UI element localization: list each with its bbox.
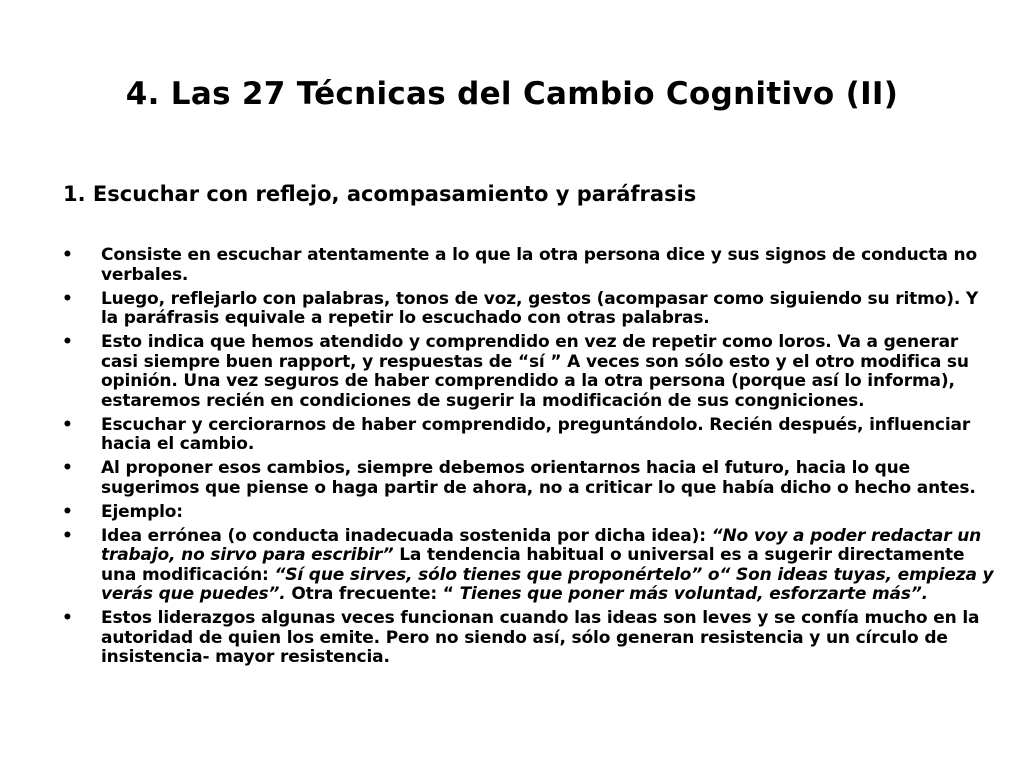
bullet-item bbox=[0, 416, 1024, 455]
bullet-icon: • bbox=[62, 288, 73, 309]
bullet-text: Al proponer esos cambios, siempre debemos orientarnos hacia el futuro, hacia lo que sugerimos que piense o haga partir de ahora, no a criticar lo que había dicho o hecho antes. bbox=[101, 458, 976, 498]
bullet-icon: • bbox=[62, 608, 73, 628]
bullet-item-example bbox=[0, 527, 1024, 605]
bullet-text: Luego, reflejarlo con palabras, tonos de voz, gestos (acompasar como siguiendo su ritmo). Y la paráfrasis equivale a repetir lo escuchado con otras palabras. bbox=[101, 288, 979, 328]
bullet-icon: • bbox=[62, 414, 73, 435]
bullet-icon: • bbox=[62, 458, 73, 478]
bullet-list bbox=[0, 246, 1024, 672]
section-heading: 1. Escuchar con reflejo, acompasamiento y paráfrasis bbox=[63, 182, 697, 206]
quote-text: “Sí que sirves, sólo tienes que proponértelo” o“ Son ideas tuyas, empieza y verás que puedes”. bbox=[101, 564, 994, 604]
bullet-text: Consiste en escuchar atentamente a lo que la otra persona dice y sus signos de conducta no verbales. bbox=[101, 245, 978, 285]
bullet-text: Ejemplo: bbox=[101, 501, 183, 522]
bullet-icon: • bbox=[62, 501, 73, 522]
bullet-text bbox=[101, 527, 994, 605]
slide-title: 4. Las 27 Técnicas del Cambio Cognitivo (II) bbox=[125, 76, 899, 112]
bullet-item bbox=[0, 609, 1024, 668]
bullet-item bbox=[0, 459, 1024, 498]
bullet-text-part: La tendencia habitual o universal es a sugerir directamente una modificación: bbox=[101, 545, 965, 585]
bullet-icon: • bbox=[62, 332, 73, 352]
bullet-icon: • bbox=[62, 525, 73, 546]
bullet-text-part: Idea errónea (o conducta inadecuada sostenida por dicha idea): bbox=[101, 525, 712, 546]
quote-text: “No voy a poder redactar un trabajo, no sirvo para escribir” bbox=[101, 525, 982, 565]
quote-text: Tienes que poner más voluntad, esforzarte más”. bbox=[459, 584, 928, 604]
bullet-text: Escuchar y cerciorarnos de haber comprendido, preguntándolo. Recién después, influenciar hacia el cambio. bbox=[101, 414, 971, 454]
bullet-item bbox=[0, 290, 1024, 329]
bullet-icon: • bbox=[62, 245, 73, 265]
bullet-item bbox=[0, 333, 1024, 411]
bullet-text: Esto indica que hemos atendido y comprendido en vez de repetir como loros. Va a generar casi siempre buen rapport, y respuestas de “sí ” A veces son sólo esto y el otro modifica su opinión. Una vez seguros de haber comprendido a la otra persona (porque así lo informa), estaremos recién en condiciones de sugerir la modificación de sus congniciones. bbox=[101, 332, 969, 411]
bullet-text: Estos liderazgos algunas veces funcionan cuando las ideas son leves y se confía mucho en la autoridad de quien los emite. Pero no siendo así, sólo generan resistencia y un círculo de insistencia- mayor resistencia. bbox=[101, 608, 980, 667]
bullet-item bbox=[0, 246, 1024, 285]
bullet-text-part: Otra frecuente: “ bbox=[285, 584, 460, 604]
bullet-item bbox=[0, 503, 1024, 523]
